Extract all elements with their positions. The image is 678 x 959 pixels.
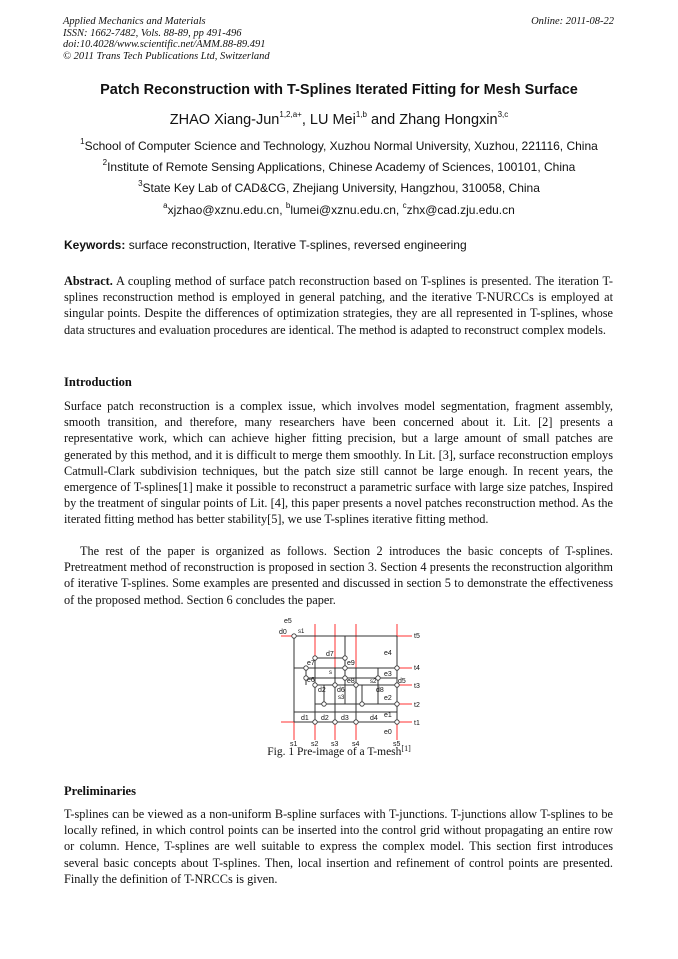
svg-text:e7: e7 <box>307 660 315 667</box>
email-link[interactable]: xjzhao@xznu.edu.cn, <box>167 203 286 217</box>
email-link[interactable]: lumei@xznu.edu.cn, <box>290 203 403 217</box>
doi: doi:10.4028/www.scientific.net/AMM.88-89.491 <box>63 39 266 50</box>
svg-text:e8: e8 <box>347 678 355 685</box>
emails: $^a$xjzhao@xznu.edu.cn, $^b$lumei@xznu.edu.cn, $^c$zhx@cad.zju.edu.cn <box>163 201 515 217</box>
svg-text:s2: s2 <box>311 741 319 748</box>
svg-text:s5: s5 <box>393 741 401 748</box>
svg-text:e1: e1 <box>384 712 392 719</box>
svg-text:e2: e2 <box>384 695 392 702</box>
author-name: and Zhang Hongxin <box>366 112 498 128</box>
journal-name: Applied Mechanics and Materials <box>63 16 206 27</box>
svg-text:s: s <box>329 670 332 676</box>
svg-text:d2: d2 <box>318 687 326 694</box>
svg-text:e5: e5 <box>284 618 292 625</box>
affiliation-3: $^3$State Key Lab of CAD&CG, Zhejiang University, Hangzhou, 310058, China <box>138 179 540 195</box>
affiliation-1: $^1$School of Computer Science and Technology, Xuzhou Normal University, Xuzhou, 221116, China <box>80 137 598 153</box>
svg-text:d1: d1 <box>301 715 309 722</box>
copyright: © 2011 Trans Tech Publications Ltd, Switzerland <box>63 50 270 62</box>
keywords-text: surface reconstruction, Iterative T-splines, reversed engineering <box>125 238 467 252</box>
author-sup: 1,2,a+ <box>279 110 302 119</box>
issn: ISSN: 1662-7482, Vols. 88-89, pp 491-496 <box>63 27 242 39</box>
figure-caption: Fig. 1 Pre-image of a T-mesh[1] <box>267 744 411 758</box>
section-heading-introduction: Introduction <box>64 375 132 389</box>
svg-text:s3: s3 <box>331 741 339 748</box>
preliminaries-paragraph-1: T-splines can be viewed as a non-uniform B-spline surfaces with T-junctions. T-junctions allow T-splines to be locally refined, in which control points can be inserted into the control grid without propagating an entire row or column. Hence, T-splines are well suitable to express the complex model. This section first introduces several basic concepts about T-splines. Then, local insertion and refinement of control points are presented. Finally the definition of T-NRCCs is given. <box>64 807 613 886</box>
author-sup: 1,b <box>355 110 367 119</box>
svg-text:e3: e3 <box>384 671 392 678</box>
keywords-label: Keywords: <box>64 238 126 252</box>
paper-title: Patch Reconstruction with T-Splines Iterated Fitting for Mesh Surface <box>100 82 578 98</box>
svg-text:s3: s3 <box>338 695 345 701</box>
svg-text:t4: t4 <box>414 665 420 672</box>
svg-text:t5: t5 <box>414 633 420 640</box>
svg-text:s4: s4 <box>352 741 360 748</box>
author-name: ZHAO Xiang-Jun <box>169 112 280 128</box>
svg-text:t2: t2 <box>414 702 420 709</box>
svg-text:s1: s1 <box>298 629 305 635</box>
svg-text:d2: d2 <box>321 715 329 722</box>
svg-text:t3: t3 <box>414 683 420 690</box>
svg-text:e0: e0 <box>384 729 392 736</box>
section-heading-preliminaries: Preliminaries <box>64 784 136 798</box>
abstract-label: Abstract. <box>64 274 113 288</box>
svg-text:t1: t1 <box>414 720 420 727</box>
svg-text:s1: s1 <box>290 741 298 748</box>
svg-text:d7: d7 <box>326 651 334 658</box>
svg-text:d8: d8 <box>376 687 384 694</box>
svg-text:d6: d6 <box>337 687 345 694</box>
author-sup: 3,c <box>497 110 509 119</box>
intro-paragraph-2: The rest of the paper is organized as follows. Section 2 introduces the basic concepts of T-splines. Pretreatment method of reconstruction is proposed in section 3. Section 4 presents the reconstruction algorithm of iterative T-splines. Some examples are presented and discussed in section 5 to demonstrate the effectiveness of the proposed method. Section 6 concludes the paper. <box>64 544 613 607</box>
abstract <box>64 273 613 338</box>
svg-text:d0: d0 <box>279 629 287 636</box>
abstract-text: A coupling method of surface patch reconstruction based on T-splines is presented. The iteration T-splines reconstruction method is employed in general patching, and the iterative T-NURCCs is employed at singular points. Despite the differences of optimization strategies, they are all represented in T-splines, whose data structures and evaluation procedures are identical. The method is adapted to reconstruct complex models. <box>64 274 613 337</box>
online-date: Online: 2011-08-22 <box>531 16 614 27</box>
t-mesh-figure <box>0 612 678 752</box>
svg-text:d5: d5 <box>398 678 406 685</box>
keywords <box>64 238 467 252</box>
affiliation-2: $^2$Institute of Remote Sensing Applications, Chinese Academy of Sciences, 100101, China <box>102 158 576 174</box>
author-line <box>0 112 678 128</box>
svg-text:d4: d4 <box>370 715 378 722</box>
running-header-left <box>63 16 270 62</box>
svg-text:e4: e4 <box>384 650 392 657</box>
svg-text:e9: e9 <box>347 660 355 667</box>
svg-text:s2: s2 <box>370 679 377 685</box>
author-name: , LU Mei <box>301 112 356 128</box>
svg-text:d3: d3 <box>341 715 349 722</box>
email-link[interactable]: zhx@cad.zju.edu.cn <box>406 203 515 217</box>
intro-paragraph-1: Surface patch reconstruction is a complex issue, which involves model segmentation, fragment assembly, smooth transition, and therefore, many researchers have been concerned about it. Lit. [2] presents a representative work, which can achieve higher fitting precision, but a large amount of small patches are generated by this method, and it is difficult to merge them smoothly. In Lit. [3], surface reconstruction employs Catmull-Clark subdivision techniques, but the patch size still cannot be large enough. In recent years, the emergence of T-splines[1] make it possible to reconstruct a parametric surface with large size patches, Inspired by the treatment of singular points of Lit. [4], this paper presents a novel patches reconstruction method. As the iterated fitting method has better stability[5], we use T-splines iterative fitting method. <box>64 399 613 527</box>
svg-text:e6: e6 <box>307 677 315 684</box>
